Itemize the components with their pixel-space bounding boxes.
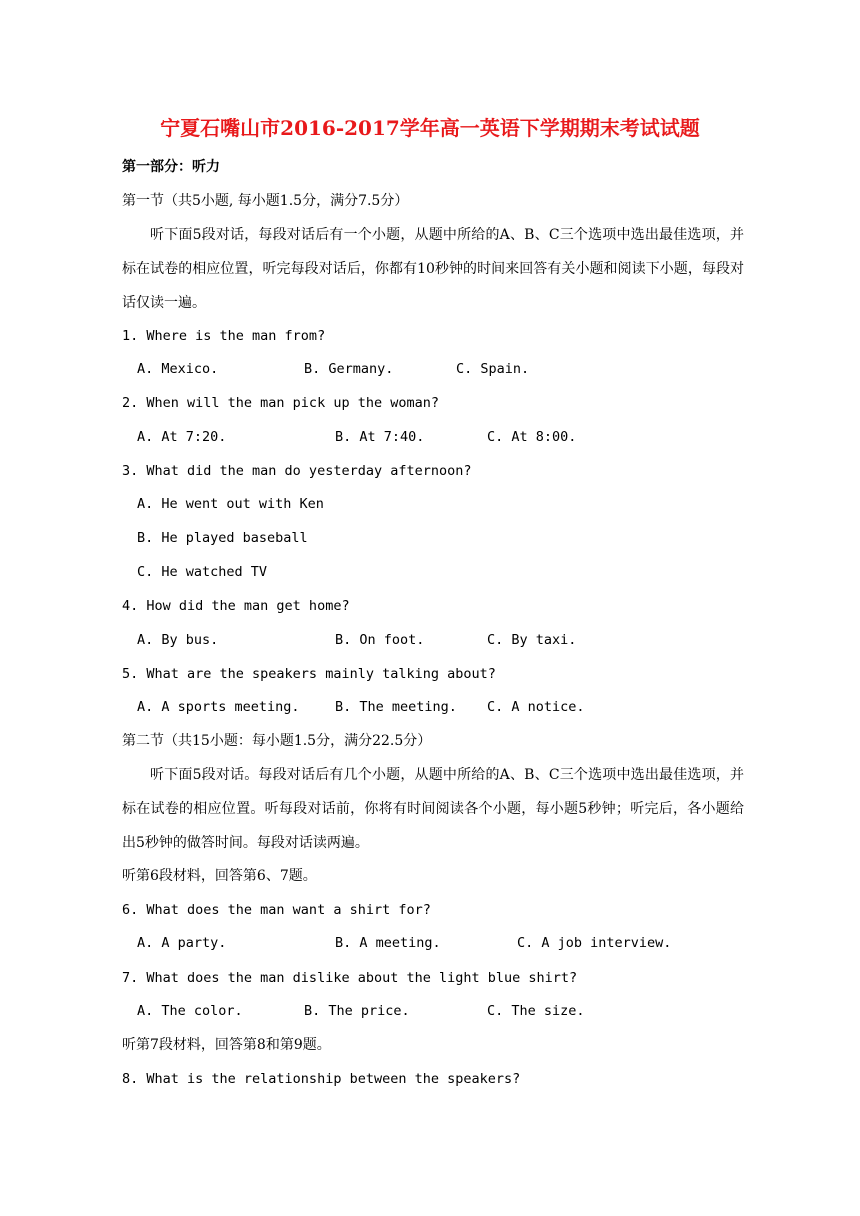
q4-option-b: B. On foot. xyxy=(335,632,425,648)
q5-option-b: B. The meeting. xyxy=(335,699,457,715)
question-7: 7. What does the man dislike about the light blue shirt? xyxy=(122,970,578,986)
q1-option-c: C. Spain. xyxy=(456,361,530,377)
q6-option-a: A. A party. xyxy=(137,935,227,951)
part-heading: 第一部分：听力 xyxy=(122,159,220,175)
question-2: 2. When will the man pick up the woman? xyxy=(122,395,439,411)
question-1: 1. Where is the man from? xyxy=(122,328,326,344)
section2-heading: 第二节（共15小题：每小题1.5分，满分22.5分） xyxy=(122,733,432,749)
q5-option-a: A. A sports meeting. xyxy=(137,699,300,715)
section1-heading: 第一节（共5小题, 每小题1.5分，满分7.5分） xyxy=(122,193,409,209)
q1-option-a: A. Mexico. xyxy=(137,361,219,377)
material-6-label: 听第6段材料，回答第6、7题。 xyxy=(122,868,317,884)
section2-instructions: 听下面5段对话。每段对话后有几个小题，从题中所给的A、B、C三个选项中选出最佳选项，并标在试卷的相应位置。听每段对话前，你将有时间阅读各个小题，每小题5秒钟；听完后，各小题给出5秒钟的做答时间。每段对话读两遍。 xyxy=(122,767,744,851)
q7-option-c: C. The size. xyxy=(487,1003,585,1019)
q2-option-b: B. At 7:40. xyxy=(335,429,425,445)
q5-option-c: C. A notice. xyxy=(487,699,585,715)
question-8: 8. What is the relationship between the speakers? xyxy=(122,1071,521,1087)
q2-option-a: A. At 7:20. xyxy=(137,429,227,445)
q3-option-b: B. He played baseball xyxy=(137,530,308,546)
question-5: 5. What are the speakers mainly talking about? xyxy=(122,666,496,682)
question-3: 3. What did the man do yesterday afternoon? xyxy=(122,463,472,479)
q7-option-a: A. The color. xyxy=(137,1003,243,1019)
q3-option-c: C. He watched TV xyxy=(137,564,268,580)
material-7-label: 听第7段材料，回答第8和第9题。 xyxy=(122,1037,331,1053)
q4-option-c: C. By taxi. xyxy=(487,632,577,648)
section1-instructions: 听下面5段对话，每段对话后有一个小题，从题中所给的A、B、C三个选项中选出最佳选项，并标在试卷的相应位置，听完每段对话后，你都有10秒钟的时间来回答有关小题和阅读下小题，每段对话仅读一遍。 xyxy=(122,227,744,311)
q6-option-b: B. A meeting. xyxy=(335,935,441,951)
q1-option-b: B. Germany. xyxy=(304,361,394,377)
q4-option-a: A. By bus. xyxy=(137,632,219,648)
q6-option-c: C. A job interview. xyxy=(517,935,672,951)
q7-option-b: B. The price. xyxy=(304,1003,410,1019)
page-title: 宁夏石嘴山市2016-2017学年高一英语下学期期末考试试题 xyxy=(160,116,700,140)
question-4: 4. How did the man get home? xyxy=(122,598,350,614)
question-6: 6. What does the man want a shirt for? xyxy=(122,902,431,918)
q2-option-c: C. At 8:00. xyxy=(487,429,577,445)
q3-option-a: A. He went out with Ken xyxy=(137,496,324,512)
